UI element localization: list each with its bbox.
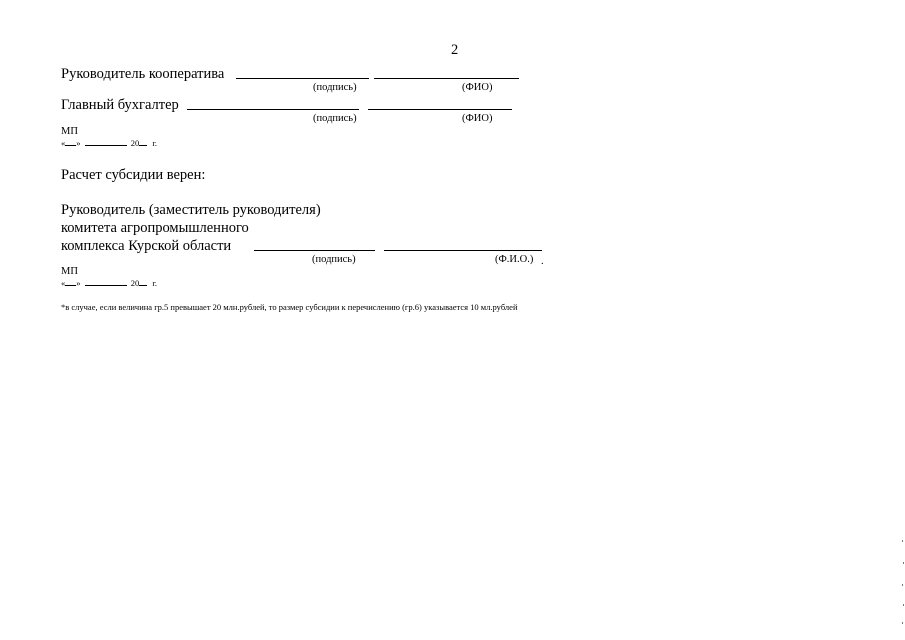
date-close-quote: » <box>76 278 81 288</box>
chief-sign-caption: (подпись) <box>313 113 357 124</box>
page-number: 2 <box>451 42 459 58</box>
head-fio-line <box>374 78 519 79</box>
date-g: г. <box>152 138 158 148</box>
stamp-label-2: МП <box>61 266 78 277</box>
committee-sign-line <box>254 250 375 251</box>
date-line-2 <box>61 278 157 288</box>
committee-fio-dot: . <box>541 256 544 267</box>
head-fio-caption: (ФИО) <box>462 82 493 93</box>
scan-mark <box>902 622 903 624</box>
head-label: Руководитель кооператива <box>61 66 225 82</box>
date-g: г. <box>152 278 158 288</box>
date-line-1 <box>61 138 157 148</box>
committee-line-2: комитета агропромышленного <box>61 220 249 236</box>
date-year: 20 <box>130 138 140 148</box>
committee-sign-caption: (подпись) <box>312 254 356 265</box>
committee-line-1: Руководитель (заместитель руководителя) <box>61 202 321 218</box>
scan-mark <box>902 584 903 586</box>
head-sign-caption: (подпись) <box>313 82 357 93</box>
scan-mark <box>903 604 904 606</box>
date-open-quote: « <box>61 138 66 148</box>
scan-mark <box>902 540 903 542</box>
stamp-label-1: МП <box>61 126 78 137</box>
chief-sign-line <box>187 109 359 110</box>
committee-line-3: комплекса Курской области <box>61 238 232 254</box>
committee-fio-line <box>384 250 542 251</box>
scan-mark <box>903 562 904 564</box>
verified-heading: Расчет субсидии верен: <box>61 167 206 183</box>
footnote: *в случае, если величина гр.5 превышает 20 млн.рублей, то размер субсидии к перечислению (гр.6) указывается 10 мл.рублей <box>61 302 518 312</box>
chief-fio-caption: (ФИО) <box>462 113 493 124</box>
date-year: 20 <box>130 278 140 288</box>
chief-accountant-label: Главный бухгалтер <box>61 97 179 113</box>
chief-fio-line <box>368 109 512 110</box>
date-close-quote: » <box>76 138 81 148</box>
head-sign-line <box>236 78 369 79</box>
date-open-quote: « <box>61 278 66 288</box>
committee-fio-caption: (Ф.И.О.) <box>495 254 534 265</box>
